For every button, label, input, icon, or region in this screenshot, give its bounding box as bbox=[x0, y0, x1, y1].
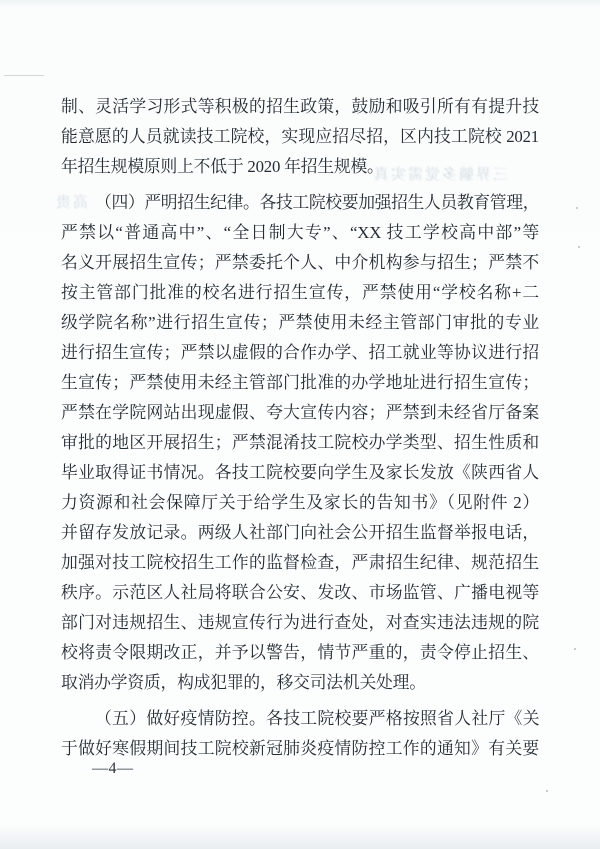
text-line: 秩序。示范区人社局将联合公安、发改、市场监管、广播电视等 bbox=[61, 583, 539, 602]
scan-speck bbox=[576, 207, 578, 209]
bleedthrough-text: 三界躺多觉需实真 bbox=[372, 167, 509, 183]
text-line: 生宣传；严禁使用未经主管部门批准的办学地址进行招生宣传； bbox=[61, 373, 539, 392]
text-line: 年招生规模原则上不低于 2020 年招生规模。 bbox=[61, 157, 384, 176]
text-line: 校将责令限期改正，并予以警告，情节严重的，责令停止招生、 bbox=[61, 643, 539, 662]
text-line: （四）严明招生纪律。各技工院校要加强招生人员教育管理， bbox=[95, 193, 539, 212]
document-body bbox=[61, 92, 539, 764]
text-line: 按主管部门批准的校名进行招生宣传，严禁使用“学校名称+二 bbox=[61, 283, 539, 302]
text-line: 制、灵活学习形式等积极的招生政策，鼓励和吸引所有有提升技 bbox=[61, 97, 539, 116]
scan-speck bbox=[578, 246, 580, 248]
bleedthrough-text: 高贵 bbox=[54, 195, 89, 211]
text-line: 级学院名称”进行招生宣传；严禁使用未经主管部门审批的专业 bbox=[61, 313, 539, 332]
text-line: 于做好寒假期间技工院校新冠肺炎疫情防控工作的通知》有关要 bbox=[61, 739, 539, 758]
text-line: （五）做好疫情防控。各技工院校要严格按照省人社厅《关 bbox=[95, 709, 539, 728]
text-line: 严禁以“普通高中”、“全日制大专”、“XX 技工学校高中部”等 bbox=[61, 223, 539, 242]
text-line: 进行招生宣传；严禁以虚假的合作办学、招工就业等协议进行招 bbox=[61, 343, 539, 362]
text-line: 名义开展招生宣传；严禁委托个人、中介机构参与招生；严禁不 bbox=[61, 253, 539, 272]
text-line: 部门对违规招生、违规宣传行为进行查处，对查实违法违规的院 bbox=[61, 613, 539, 632]
scan-speck bbox=[546, 790, 548, 792]
text-line: 能意愿的人员就读技工院校，实现应招尽招，区内技工院校 2021 bbox=[61, 127, 539, 146]
text-line: 审批的地区开展招生；严禁混淆技工院校办学类型、招生性质和 bbox=[61, 433, 539, 452]
text-line: 毕业取得证书情况。各技工院校要向学生及家长发放《陕西省人 bbox=[61, 463, 539, 482]
text-line: 取消办学资质，构成犯罪的，移交司法机关处理。 bbox=[61, 673, 426, 692]
scan-speck bbox=[574, 648, 576, 650]
page-number: —4— bbox=[92, 760, 134, 777]
text-line: 严禁在学院网站出现虚假、夸大宣传内容；严禁到未经省厅备案 bbox=[61, 403, 539, 422]
text-line: 并留存发放记录。两级人社部门向社会公开招生监督举报电话， bbox=[61, 523, 539, 542]
text-line: 加强对技工院校招生工作的监督检查，严肃招生纪律、规范招生 bbox=[61, 553, 539, 572]
text-line: 力资源和社会保障厅关于给学生及家长的告知书》（见附件 2） bbox=[61, 493, 539, 512]
scan-edge-mark bbox=[4, 75, 44, 76]
